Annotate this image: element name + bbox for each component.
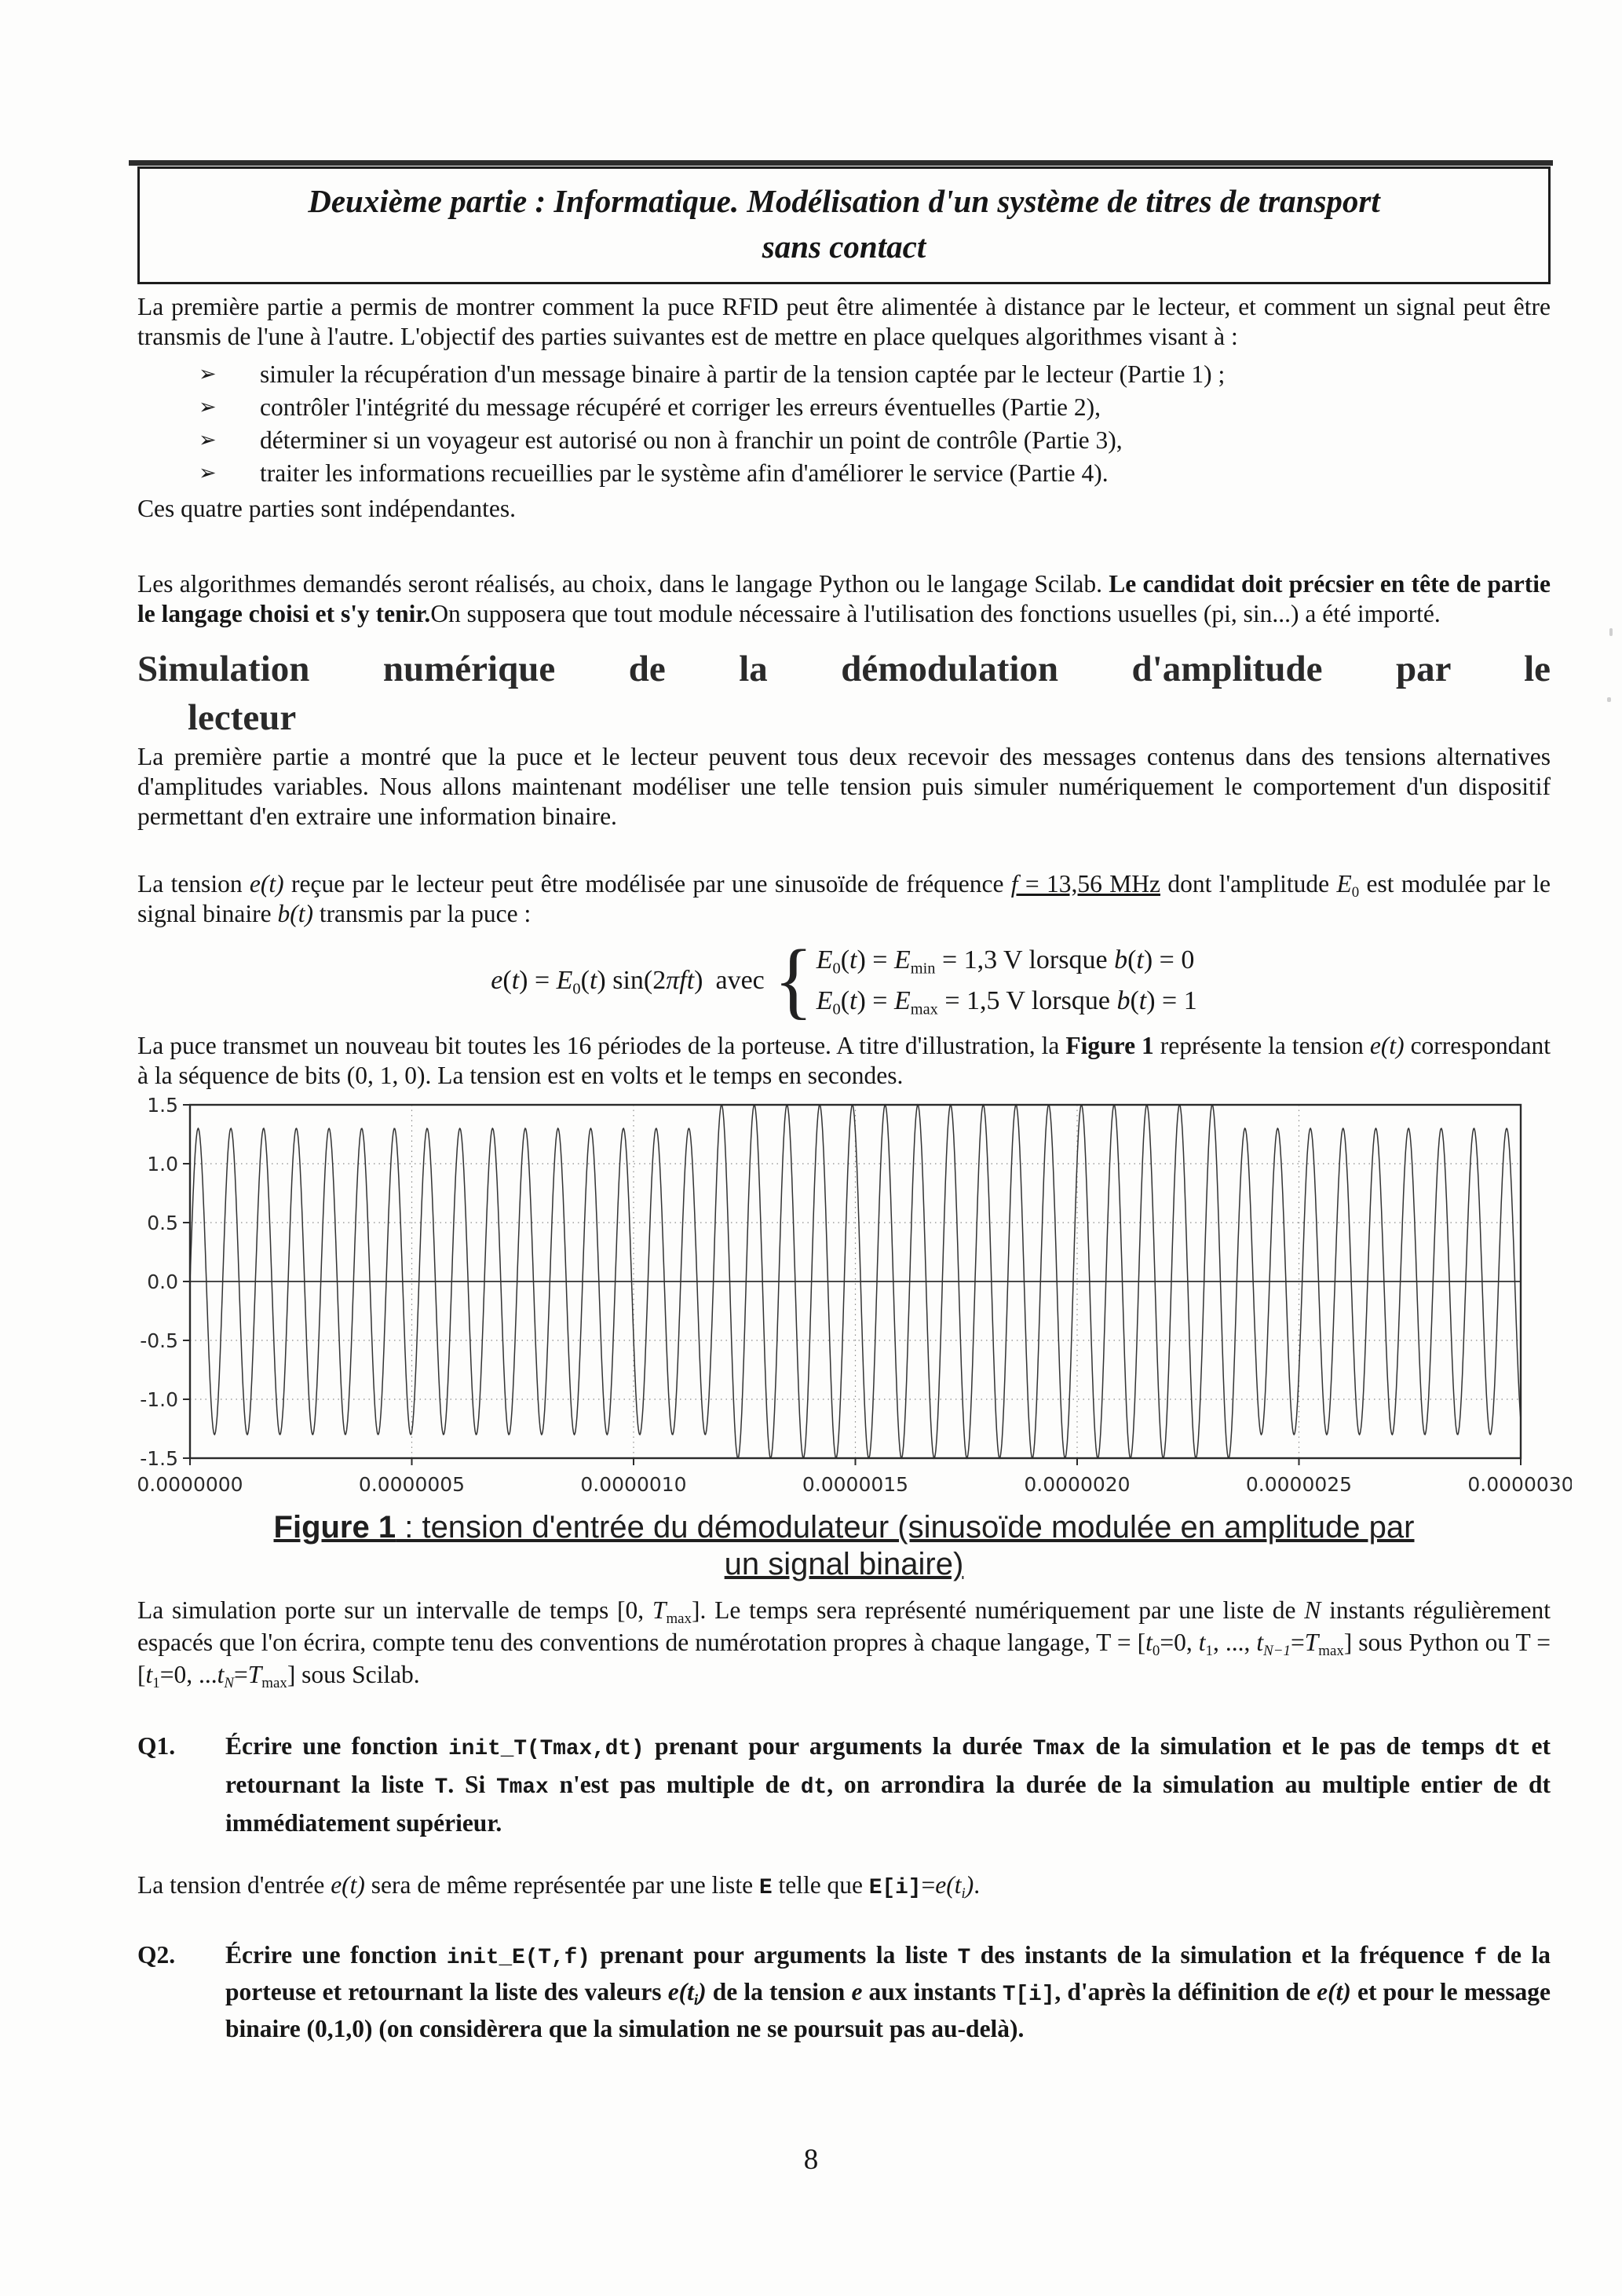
svg-text:0.0000015: 0.0000015 [802,1473,909,1497]
list-item-text: déterminer si un voyageur est autorisé ou non à franchir un point de contrôle (Partie 3), [260,426,1123,454]
svg-text:0.0000020: 0.0000020 [1024,1473,1131,1497]
svg-text:0.0: 0.0 [147,1270,178,1294]
svg-text:-1.0: -1.0 [140,1388,178,1412]
question-2-text: Écrire une fonction init_E(T,f) prenant pour arguments la liste T des instants de la simulation et la fréquence f de la porteuse et retournant la liste des valeurs $e(t_i)$ de la tension e aux instants T[i], d'après la définition de e(t) et pour le message binaire (0,1,0) (on considèrera que la simulation ne se poursuit pas au-delà). [225,1941,1551,2043]
list-item-text: simuler la récupération d'un message binaire à partir de la tension captée par le lecteur (Partie 1) ; [260,360,1226,388]
overview-paragraph: La première partie a montré que la puce et le lecteur peuvent tous deux recevoir des messages contenus dans des tensions alternatives d'amplitudes variables. Nous allons maintenant modéliser une telle tension puis simuler numériquement le comportement d'un dispositif permettant d'en extraire une information binaire. [137,743,1551,830]
arrowhead-bullet-icon: ➢ [199,461,217,485]
list-item [199,457,1551,490]
svg-text:0.0000000: 0.0000000 [137,1473,243,1497]
puce-paragraph: La puce transmet un nouveau bit toutes les 16 périodes de la porteuse. A titre d'illustration, la Figure 1 représente la tension e(t) correspondant à la séquence de bits (0, 1, 0). La tension est en volts et le temps en secondes. [137,1032,1551,1090]
caption-line-2: un signal binaire) [724,1547,964,1582]
question-2-label: Q2. [137,1941,176,1969]
arrowhead-bullet-icon: ➢ [199,428,217,452]
caption-line-1: Figure 1 : tension d'entrée du démodulateur (sinusoïde modulée en amplitude par [273,1510,1415,1545]
tension-paragraph: La tension e(t) reçue par le lecteur peut être modélisée par une sinusoïde de fréquence f = 13,56 MHz dont l'amplitude $E_0$ est modulée par le signal binaire b(t) transmis par la puce : [137,870,1551,927]
heading-line-2: lecteur [188,697,297,738]
svg-text:-1.5: -1.5 [140,1447,178,1471]
list-item-text: traiter les informations recueillies par le système afin d'améliorer le service (Partie 4). [260,459,1109,487]
title-line-1: Deuxième partie : Informatique. Modélisation d'un système de titres de transport [308,183,1380,219]
svg-text:0.0000010: 0.0000010 [580,1473,687,1497]
figure-1-svg [111,1097,1572,1499]
equation-case-1: $E_0(t) = E_{min} = 1,3$ V lorsque b(t) = 0 [816,945,1195,978]
intro-paragraph: La première partie a permis de montrer comment la puce RFID peut être alimentée à distance par le lecteur, et comment un signal peut être transmis de l'une à l'autre. L'objectif des parties suivantes est de mettre en place quelques algorithmes visant à : [137,293,1551,350]
list-item [199,424,1551,457]
equation-cases [816,943,1197,1018]
note-independent: Ces quatre parties sont indépendantes. [137,495,516,522]
arrowhead-bullet-icon: ➢ [199,395,217,419]
list-item [199,391,1551,424]
list-item-text: contrôler l'intégrité du message récupéré et corriger les erreurs éventuelles (Partie 2), [260,393,1101,421]
heading-line-1: Simulation numérique de la démodulation d'amplitude par le [137,649,1551,689]
figure-1-plot [111,1097,1572,1506]
question-1 [137,1728,1551,1841]
title-box [137,166,1551,284]
list-item [199,358,1551,391]
scan-speck [1607,697,1611,702]
svg-text:1.5: 1.5 [147,1097,178,1117]
page-number: 8 [803,2144,819,2176]
page-content [137,0,1572,2046]
equation-case-2: $E_0(t) = E_{max} = 1,5$ V lorsque b(t) = 1 [816,986,1197,1018]
title-line-2: sans contact [762,229,926,265]
simulation-paragraph: La simulation porte sur un intervalle de temps [0, $T_{max}$]. Le temps sera représenté numériquement par une liste de N instants régulièrement espacés que l'on écrira, compte tenu des conventions de numérotation propres à chaque langage, $T = [t_0=0$, $t_1$, ..., $t_{N-1}=T_{max}$] sous Python ou $T = [t_1=0$, $...t_N=T_{max}$] sous Scilab. [137,1596,1551,1692]
question-1-label: Q1. [137,1732,176,1760]
question-2 [137,1938,1551,2046]
language-note: Les algorithmes demandés seront réalisés, au choix, dans le langage Python ou le langage Scilab. Le candidat doit précsier en tête de partie le langage choisi et s'y tenir.On supposera que tout module nécessaire à l'utilisation des fonctions usuelles (pi, sin...) a été importé. [137,570,1551,627]
svg-text:-0.5: -0.5 [140,1329,178,1353]
svg-text:0.5: 0.5 [147,1212,178,1235]
liste-e-paragraph: La tension d'entrée e(t) sera de même représentée par une liste E telle que $E[i]=e(t_i)$. [137,1871,981,1903]
section-heading [137,645,1551,742]
scan-speck [1609,628,1613,636]
svg-text:0.0000005: 0.0000005 [358,1473,466,1497]
arrowhead-bullet-icon: ➢ [199,362,217,386]
svg-text:0.0000025: 0.0000025 [1245,1473,1353,1497]
question-1-text: Écrire une fonction init_T(Tmax,dt) prenant pour arguments la durée Tmax de la simulation et le pas de temps dt et retournant la liste T. Si Tmax n'est pas multiple de dt, on arrondira la durée de la simulation au multiple entier de dt immédiatement supérieur. [225,1732,1551,1837]
equation-lhs: $e(t) = E_0(t)$ sin(2πft) [491,966,703,998]
svg-text:0.0000030: 0.0000030 [1467,1473,1572,1497]
equation-connector: avec [715,966,765,996]
objectives-list [199,358,1551,490]
svg-text:1.0: 1.0 [147,1153,178,1176]
modulation-equation: $e(t) = E_0(t)$ sin(2πft) avec { $E_0(t) = E_{min} = 1,3$ V lorsque b(t) = 0 $E_0(t) = E_{max} = 1,5$ V lorsque b(t) = 1 [491,933,1197,1029]
figure-1-caption [137,1509,1551,1583]
